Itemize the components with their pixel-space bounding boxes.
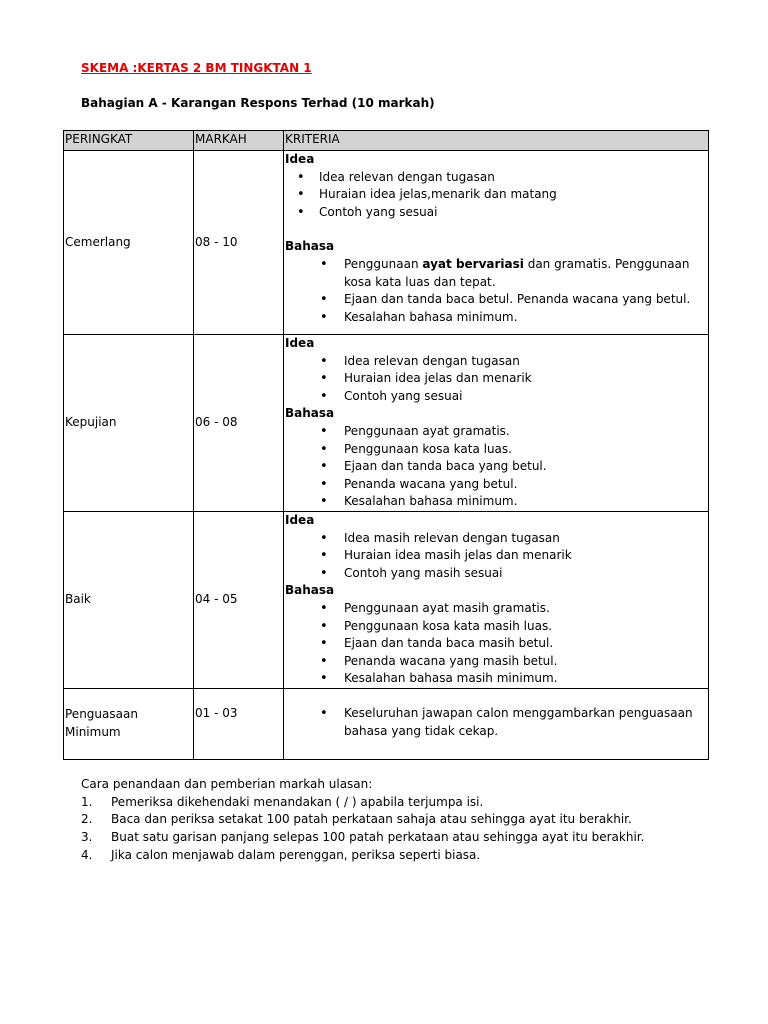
- table-row: [64, 689, 709, 760]
- table-row: [64, 512, 709, 689]
- marking-notes: [81, 776, 701, 865]
- list-item: 3. Buat satu garisan panjang selepas 100 patah perkataan atau sehingga ayat itu berakhir.: [81, 830, 645, 845]
- table-row: [64, 335, 709, 512]
- list-item: • Kesalahan bahasa minimum.: [285, 309, 707, 327]
- table-header-row: [64, 131, 709, 151]
- level-cell: Penguasaan Minimum: [64, 689, 194, 760]
- idea-list: [285, 353, 707, 406]
- list-item: • Huraian idea masih jelas dan menarik: [285, 547, 707, 565]
- list-item: • Idea relevan dengan tugasan: [285, 169, 707, 187]
- bahasa-heading: Bahasa: [285, 583, 335, 598]
- bahasa-heading: Bahasa: [285, 406, 335, 421]
- list-item: • Penggunaan kosa kata masih luas.: [285, 618, 707, 636]
- list-item: • Penggunaan ayat masih gramatis.: [285, 600, 707, 618]
- marks-cell: 06 - 08: [194, 335, 284, 512]
- criteria-cell: [284, 689, 709, 760]
- idea-heading: Idea: [285, 152, 315, 166]
- marks-cell: 01 - 03: [194, 689, 284, 760]
- list-item: • Idea relevan dengan tugasan: [285, 353, 707, 371]
- list-item: • Ejaan dan tanda baca betul. Penanda wacana yang betul.: [285, 291, 707, 309]
- list-item: • Kesalahan bahasa masih minimum.: [285, 670, 707, 688]
- criteria-cell: [284, 151, 709, 335]
- idea-heading: Idea: [285, 336, 315, 350]
- bahasa-heading: Bahasa: [285, 239, 335, 254]
- idea-list: [285, 530, 707, 583]
- list-item: • Penggunaan ayat gramatis.: [285, 423, 707, 441]
- list-item: • Keseluruhan jawapan calon menggambarkan penguasaan bahasa yang tidak cekap.: [285, 705, 707, 740]
- idea-heading: Idea: [285, 513, 315, 527]
- marks-cell: 08 - 10: [194, 151, 284, 335]
- idea-list: [285, 169, 707, 222]
- list-item: • Ejaan dan tanda baca yang betul.: [285, 458, 707, 476]
- list-item: • Penggunaan kosa kata luas.: [285, 441, 707, 459]
- bahasa-list: [285, 256, 707, 326]
- level-cell: Cemerlang: [64, 151, 194, 335]
- header-markah: MARKAH: [194, 131, 284, 151]
- level-cell: Kepujian: [64, 335, 194, 512]
- document-title: SKEMA :KERTAS 2 BM TINGKTAN 1: [81, 61, 312, 75]
- list-item: • Contoh yang sesuai: [285, 204, 707, 222]
- notes-list: [81, 794, 701, 865]
- header-peringkat: PERINGKAT: [64, 131, 194, 151]
- level-cell: Baik: [64, 512, 194, 689]
- notes-heading: Cara penandaan dan pemberian markah ulasan:: [81, 777, 373, 791]
- list-item: • Contoh yang masih sesuai: [285, 565, 707, 583]
- criteria-cell: [284, 512, 709, 689]
- list-item: • Penanda wacana yang betul.: [285, 476, 707, 494]
- list-item: • Contoh yang sesuai: [285, 388, 707, 406]
- criteria-list: [285, 705, 707, 740]
- criteria-cell: [284, 335, 709, 512]
- header-kriteria: KRITERIA: [284, 131, 709, 151]
- list-item: • Penggunaan ayat bervariasi dan gramatis. Penggunaan kosa kata luas dan tepat.: [285, 256, 707, 291]
- section-subtitle: Bahagian A - Karangan Respons Terhad (10 markah): [81, 96, 435, 110]
- list-item: 2. Baca dan periksa setakat 100 patah perkataan sahaja atau sehingga ayat itu berakhir.: [81, 812, 632, 827]
- list-item: • Penanda wacana yang masih betul.: [285, 653, 707, 671]
- rubric-table: [63, 130, 709, 760]
- list-item: • Idea masih relevan dengan tugasan: [285, 530, 707, 548]
- marks-cell: 04 - 05: [194, 512, 284, 689]
- list-item: • Huraian idea jelas,menarik dan matang: [285, 186, 707, 204]
- list-item: • Huraian idea jelas dan menarik: [285, 370, 707, 388]
- bahasa-list: [285, 600, 707, 688]
- list-item: 1. Pemeriksa dikehendaki menandakan ( / ) apabila terjumpa isi.: [81, 794, 484, 809]
- list-item: 4. Jika calon menjawab dalam perenggan, periksa seperti biasa.: [81, 847, 481, 862]
- bahasa-list: [285, 423, 707, 511]
- list-item: • Ejaan dan tanda baca masih betul.: [285, 635, 707, 653]
- table-row: [64, 151, 709, 335]
- list-item: • Kesalahan bahasa minimum.: [285, 493, 707, 511]
